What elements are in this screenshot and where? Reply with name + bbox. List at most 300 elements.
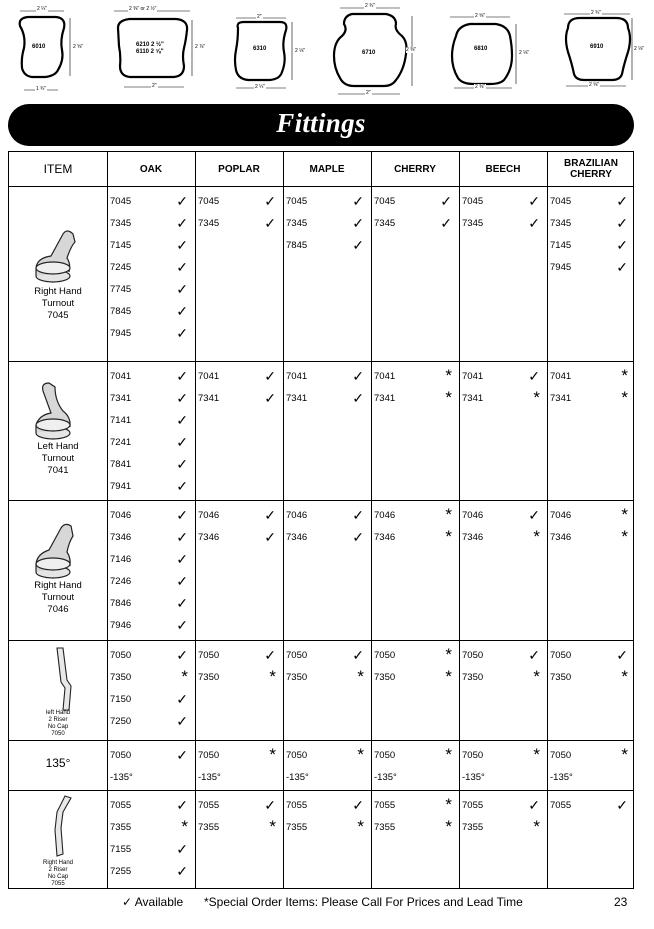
- fitting-code: 7346: [110, 532, 132, 543]
- fitting-entry: [462, 369, 540, 385]
- fitting-code: 7255: [110, 866, 132, 877]
- fitting-entry: [110, 714, 188, 730]
- fitting-entry: [110, 552, 188, 568]
- fitting-code: 7945: [110, 328, 132, 339]
- fitting-entry: [550, 648, 628, 664]
- available-check: ✓: [528, 193, 540, 209]
- fitting-entry: [374, 770, 452, 786]
- header-wood: OAK: [139, 163, 163, 175]
- fitting-entry: [462, 667, 540, 686]
- available-check: ✓: [176, 456, 188, 472]
- fitting-code: 7346: [374, 532, 396, 543]
- column-divider: [547, 152, 548, 888]
- caption-line: Turnout: [41, 453, 75, 464]
- column-divider: [459, 152, 460, 888]
- available-check: ✓: [264, 390, 276, 406]
- fitting-entry: [462, 798, 540, 814]
- item-caption: [9, 441, 107, 477]
- dim-label: 2 ⅞": [195, 44, 206, 50]
- fitting-code: 7046: [374, 510, 396, 521]
- fitting-code: -135°: [286, 772, 309, 783]
- fitting-code: 7346: [286, 532, 308, 543]
- fitting-entry: [374, 366, 452, 385]
- fitting-code: 7355: [286, 822, 308, 833]
- fitting-code: 7050: [286, 650, 308, 661]
- fitting-code: 7055: [110, 800, 132, 811]
- available-check: ✓: [176, 368, 188, 384]
- caption-line: 7055: [51, 881, 65, 887]
- legend-available: ✓ Available: [122, 895, 184, 909]
- fitting-code: 7355: [462, 822, 484, 833]
- fittings-table: [8, 151, 634, 889]
- fitting-code: 7045: [110, 196, 132, 207]
- special-order-mark: *: [445, 667, 452, 686]
- fitting-code: 7845: [286, 240, 308, 251]
- fitting-entry: [550, 194, 628, 210]
- fitting-entry: [198, 530, 276, 546]
- fitting-code: 7841: [110, 459, 132, 470]
- fitting-entry: [462, 527, 540, 546]
- fitting-entry: [110, 479, 188, 495]
- fitting-entry: [462, 216, 540, 232]
- dim-label: 2": [257, 14, 262, 20]
- dim-label: 2": [152, 83, 157, 89]
- caption-line: 7046: [47, 604, 69, 615]
- fitting-code: 7341: [374, 393, 396, 404]
- fitting-entry: [198, 508, 276, 524]
- fitting-code: 7250: [110, 716, 132, 727]
- fitting-entry: [110, 304, 188, 320]
- profile-6710-code: 6710: [362, 50, 376, 56]
- special-order-mark: *: [445, 817, 452, 836]
- fitting-code: 7041: [110, 371, 132, 382]
- fitting-code: 7350: [550, 672, 572, 683]
- column-divider: [107, 152, 108, 888]
- page-number: 23: [614, 895, 628, 909]
- profile-6310-code: 6310: [253, 46, 267, 52]
- fitting-code: 7350: [198, 672, 220, 683]
- available-check: ✓: [176, 325, 188, 341]
- fitting-code: 7946: [110, 620, 132, 631]
- special-order-mark: *: [357, 817, 364, 836]
- fitting-code: 7046: [198, 510, 220, 521]
- fitting-entry: [286, 369, 364, 385]
- fitting-code: 7246: [110, 576, 132, 587]
- fitting-code: 7941: [110, 481, 132, 492]
- fitting-code: 7041: [286, 371, 308, 382]
- dim-label: 2 ⅜": [406, 47, 417, 53]
- special-order-mark: *: [621, 527, 628, 546]
- fitting-code: 7341: [286, 393, 308, 404]
- fitting-entry: [462, 388, 540, 407]
- available-check: ✓: [176, 303, 188, 319]
- special-order-mark: *: [533, 745, 540, 764]
- available-check: ✓: [616, 193, 628, 209]
- fitting-code: 7350: [110, 672, 132, 683]
- fitting-code: 7141: [110, 415, 132, 426]
- fitting-code: 7045: [286, 196, 308, 207]
- fitting-entry: [550, 745, 628, 764]
- available-check: ✓: [176, 863, 188, 879]
- available-check: ✓: [264, 647, 276, 663]
- profile-drawings: [0, 0, 654, 100]
- fitting-entry: [374, 817, 452, 836]
- fitting-entry: [462, 648, 540, 664]
- fitting-code: -135°: [198, 772, 221, 783]
- fitting-code: 7355: [110, 822, 132, 833]
- fitting-illustration: [43, 794, 77, 860]
- profile-6010-code: 6010: [32, 44, 46, 50]
- fitting-code: 7845: [110, 306, 132, 317]
- caption-line: 7045: [47, 310, 69, 321]
- available-check: ✓: [264, 368, 276, 384]
- available-check: ✓: [352, 215, 364, 231]
- fitting-code: 7055: [286, 800, 308, 811]
- fitting-code: 7155: [110, 844, 132, 855]
- fitting-entry: [110, 391, 188, 407]
- special-order-mark: *: [445, 388, 452, 407]
- fitting-entry: [550, 667, 628, 686]
- item-caption: [9, 710, 107, 738]
- available-check: ✓: [176, 617, 188, 633]
- fitting-code: 7345: [286, 218, 308, 229]
- fitting-entry: [374, 388, 452, 407]
- fitting-code: 7150: [110, 694, 132, 705]
- available-check: ✓: [352, 529, 364, 545]
- fitting-entry: [198, 817, 276, 836]
- available-check: ✓: [616, 237, 628, 253]
- special-order-mark: *: [621, 667, 628, 686]
- fitting-code: 7345: [550, 218, 572, 229]
- special-order-mark: *: [445, 527, 452, 546]
- fitting-code: 7041: [462, 371, 484, 382]
- fitting-entry: [110, 508, 188, 524]
- header-wood: BRAZILIAN CHERRY: [564, 158, 618, 180]
- fitting-illustration: [31, 228, 77, 286]
- fitting-code: 7050: [110, 650, 132, 661]
- row-divider: [9, 640, 633, 641]
- fitting-entry: [110, 457, 188, 473]
- special-order-mark: *: [621, 505, 628, 524]
- fitting-entry: [286, 391, 364, 407]
- fitting-entry: [110, 326, 188, 342]
- available-check: ✓: [440, 193, 452, 209]
- available-check: ✓: [352, 507, 364, 523]
- available-check: ✓: [440, 215, 452, 231]
- available-check: ✓: [264, 193, 276, 209]
- special-order-mark: *: [533, 667, 540, 686]
- available-check: ✓: [176, 237, 188, 253]
- available-check: ✓: [264, 797, 276, 813]
- available-check: ✓: [176, 507, 188, 523]
- fitting-code: 7055: [550, 800, 572, 811]
- dim-label: 2 ⅛": [634, 46, 645, 52]
- fitting-code: 7846: [110, 598, 132, 609]
- fitting-entry: [198, 745, 276, 764]
- fitting-illustration: [31, 520, 77, 582]
- fitting-entry: [110, 667, 188, 686]
- fitting-illustration: [31, 381, 77, 443]
- special-order-mark: *: [445, 645, 452, 664]
- available-check: ✓: [528, 507, 540, 523]
- special-order-mark: *: [621, 388, 628, 407]
- column-divider: [371, 152, 372, 888]
- fitting-entry: [550, 260, 628, 276]
- special-order-mark: *: [357, 667, 364, 686]
- fitting-entry: [286, 817, 364, 836]
- fitting-entry: [110, 864, 188, 880]
- caption-line: 2 Riser: [48, 867, 68, 873]
- legend-special-order: *Special Order Items: Please Call For Prices and Lead Time: [204, 895, 523, 909]
- caption-line: No Cap: [47, 724, 69, 730]
- caption-line: 7050: [51, 731, 65, 737]
- fitting-entry: [198, 667, 276, 686]
- fitting-entry: [374, 667, 452, 686]
- fitting-entry: [462, 817, 540, 836]
- available-check: ✓: [352, 390, 364, 406]
- header-wood: MAPLE: [309, 163, 345, 175]
- available-check: ✓: [616, 797, 628, 813]
- special-order-mark: *: [445, 745, 452, 764]
- fitting-entry: [374, 795, 452, 814]
- fitting-entry: [374, 745, 452, 764]
- special-order-mark: *: [445, 795, 452, 814]
- fitting-entry: [286, 648, 364, 664]
- dim-label: 2 ⅝": [589, 82, 600, 88]
- available-check: ✓: [176, 412, 188, 428]
- fitting-entry: [198, 391, 276, 407]
- caption-line: No Cap: [47, 874, 69, 880]
- dim-label: 2 ¾": [591, 10, 602, 16]
- fitting-entry: [462, 508, 540, 524]
- available-check: ✓: [352, 797, 364, 813]
- fitting-code: 7046: [286, 510, 308, 521]
- available-check: ✓: [176, 647, 188, 663]
- available-check: ✓: [176, 259, 188, 275]
- fitting-entry: [550, 505, 628, 524]
- fitting-entry: [374, 505, 452, 524]
- fitting-entry: [462, 770, 540, 786]
- fitting-code: 7050: [550, 650, 572, 661]
- available-check: ✓: [176, 281, 188, 297]
- fitting-code: 7041: [198, 371, 220, 382]
- available-check: ✓: [176, 573, 188, 589]
- caption-line: Right Hand: [34, 580, 82, 591]
- fitting-entry: [198, 648, 276, 664]
- available-check: ✓: [264, 507, 276, 523]
- row-divider: [9, 740, 633, 741]
- caption-line: Right Hand: [42, 860, 74, 866]
- fitting-code: 7745: [110, 284, 132, 295]
- item-caption: [9, 580, 107, 616]
- fitting-entry: [286, 770, 364, 786]
- dim-label: 2 ¾": [365, 3, 376, 9]
- fitting-code: 7346: [198, 532, 220, 543]
- fitting-entry: [462, 194, 540, 210]
- row-divider: [9, 500, 633, 501]
- fitting-code: 7050: [198, 650, 220, 661]
- item-caption: [9, 860, 107, 888]
- fitting-code: 7345: [374, 218, 396, 229]
- fitting-code: 7046: [462, 510, 484, 521]
- available-check: ✓: [528, 797, 540, 813]
- fitting-code: 7346: [462, 532, 484, 543]
- fitting-entry: [374, 527, 452, 546]
- fitting-code: 7041: [550, 371, 572, 382]
- fitting-entry: [110, 770, 188, 786]
- available-check: ✓: [176, 595, 188, 611]
- fitting-code: 7050: [110, 750, 132, 761]
- title-banner: [8, 104, 634, 146]
- dim-label: 2 ¼": [37, 6, 48, 12]
- special-order-mark: *: [621, 745, 628, 764]
- profile-6210-code: 6210 2 ½" 6110 2 ⅝": [136, 42, 164, 55]
- header-item: ITEM: [43, 161, 73, 176]
- fitting-code: 7945: [550, 262, 572, 273]
- special-order-mark: *: [533, 388, 540, 407]
- fitting-code: 7050: [550, 750, 572, 761]
- fitting-code: 7350: [374, 672, 396, 683]
- special-order-mark: *: [445, 505, 452, 524]
- caption-line: 2 Riser: [48, 717, 68, 723]
- fitting-entry: [286, 798, 364, 814]
- fitting-code: 7050: [462, 750, 484, 761]
- profile-6910-code: 6910: [590, 44, 604, 50]
- fitting-code: 7050: [462, 650, 484, 661]
- fitting-code: 7345: [110, 218, 132, 229]
- fitting-entry: [110, 842, 188, 858]
- fitting-code: 7055: [198, 800, 220, 811]
- available-check: ✓: [176, 193, 188, 209]
- dim-label: 2 ⅜": [475, 84, 486, 90]
- available-check: ✓: [352, 237, 364, 253]
- fitting-entry: [110, 369, 188, 385]
- fitting-entry: [110, 435, 188, 451]
- dim-label: 2 ⅝": [475, 13, 486, 19]
- fitting-code: 7055: [462, 800, 484, 811]
- fitting-code: 7355: [374, 822, 396, 833]
- fitting-entry: [286, 216, 364, 232]
- fitting-code: 7045: [462, 196, 484, 207]
- available-check: ✓: [352, 193, 364, 209]
- available-check: ✓: [616, 259, 628, 275]
- fitting-code: 7146: [110, 554, 132, 565]
- fitting-entry: [374, 645, 452, 664]
- available-check: ✓: [528, 647, 540, 663]
- fitting-code: 7341: [550, 393, 572, 404]
- fitting-code: 7046: [110, 510, 132, 521]
- fitting-entry: [110, 798, 188, 814]
- available-check: ✓: [528, 215, 540, 231]
- fitting-entry: [286, 238, 364, 254]
- available-check: ✓: [176, 478, 188, 494]
- available-check: ✓: [352, 647, 364, 663]
- dim-label: 2 ¼": [255, 84, 266, 90]
- fitting-code: 7046: [550, 510, 572, 521]
- special-order-mark: *: [357, 745, 364, 764]
- fitting-entry: [110, 618, 188, 634]
- fitting-entry: [550, 216, 628, 232]
- fitting-code: 7045: [374, 196, 396, 207]
- available-check: ✓: [176, 434, 188, 450]
- column-divider: [283, 152, 284, 888]
- special-order-mark: *: [269, 745, 276, 764]
- available-check: ✓: [176, 841, 188, 857]
- fitting-code: 7245: [110, 262, 132, 273]
- available-check: ✓: [616, 647, 628, 663]
- fitting-code: 7041: [374, 371, 396, 382]
- fitting-entry: [550, 238, 628, 254]
- fitting-code: 7346: [550, 532, 572, 543]
- fitting-entry: [110, 748, 188, 764]
- special-order-mark: *: [621, 366, 628, 385]
- item-caption: [9, 286, 107, 322]
- fitting-code: -135°: [374, 772, 397, 783]
- fitting-entry: [462, 745, 540, 764]
- fitting-entry: [374, 216, 452, 232]
- header-wood: BEECH: [485, 163, 521, 175]
- fitting-entry: [198, 798, 276, 814]
- available-check: ✓: [176, 390, 188, 406]
- caption-line: Left Hand: [37, 441, 79, 452]
- special-order-mark: *: [533, 527, 540, 546]
- special-order-mark: *: [269, 667, 276, 686]
- fitting-entry: [550, 388, 628, 407]
- fitting-code: 7145: [550, 240, 572, 251]
- fitting-code: 7050: [286, 750, 308, 761]
- fitting-code: 7045: [550, 196, 572, 207]
- fitting-illustration: [43, 646, 79, 712]
- fitting-entry: [198, 216, 276, 232]
- caption-line: left Hand: [45, 710, 70, 716]
- item-caption: [9, 756, 107, 770]
- profile-6810-shape: [452, 24, 512, 84]
- header-wood: CHERRY: [394, 163, 436, 175]
- available-check: ✓: [528, 368, 540, 384]
- dim-label: 2 ⅜" or 2 ½": [129, 6, 157, 12]
- fitting-entry: [110, 282, 188, 298]
- row-divider: [9, 361, 633, 362]
- dim-label: 2 ⅛": [295, 48, 306, 54]
- fitting-code: 7050: [374, 650, 396, 661]
- fitting-code: 7241: [110, 437, 132, 448]
- fitting-code: 7145: [110, 240, 132, 251]
- special-order-mark: *: [181, 817, 188, 836]
- caption-line: Turnout: [41, 592, 75, 603]
- special-order-mark: *: [445, 366, 452, 385]
- available-check: ✓: [176, 551, 188, 567]
- fitting-entry: [374, 194, 452, 210]
- profile-6810-code: 6810: [474, 46, 488, 52]
- available-check: ✓: [176, 529, 188, 545]
- fitting-entry: [110, 530, 188, 546]
- fitting-entry: [110, 574, 188, 590]
- column-divider: [195, 152, 196, 888]
- available-check: ✓: [176, 747, 188, 763]
- available-check: ✓: [264, 215, 276, 231]
- fitting-entry: [550, 366, 628, 385]
- row-divider: [9, 790, 633, 791]
- fitting-code: 7350: [462, 672, 484, 683]
- fitting-code: -135°: [462, 772, 485, 783]
- fitting-code: 7055: [374, 800, 396, 811]
- available-check: ✓: [352, 368, 364, 384]
- special-order-mark: *: [269, 817, 276, 836]
- dim-label: 2 ⅛": [519, 50, 530, 56]
- header-wood: POPLAR: [218, 163, 260, 175]
- fitting-entry: [110, 692, 188, 708]
- fitting-entry: [550, 770, 628, 786]
